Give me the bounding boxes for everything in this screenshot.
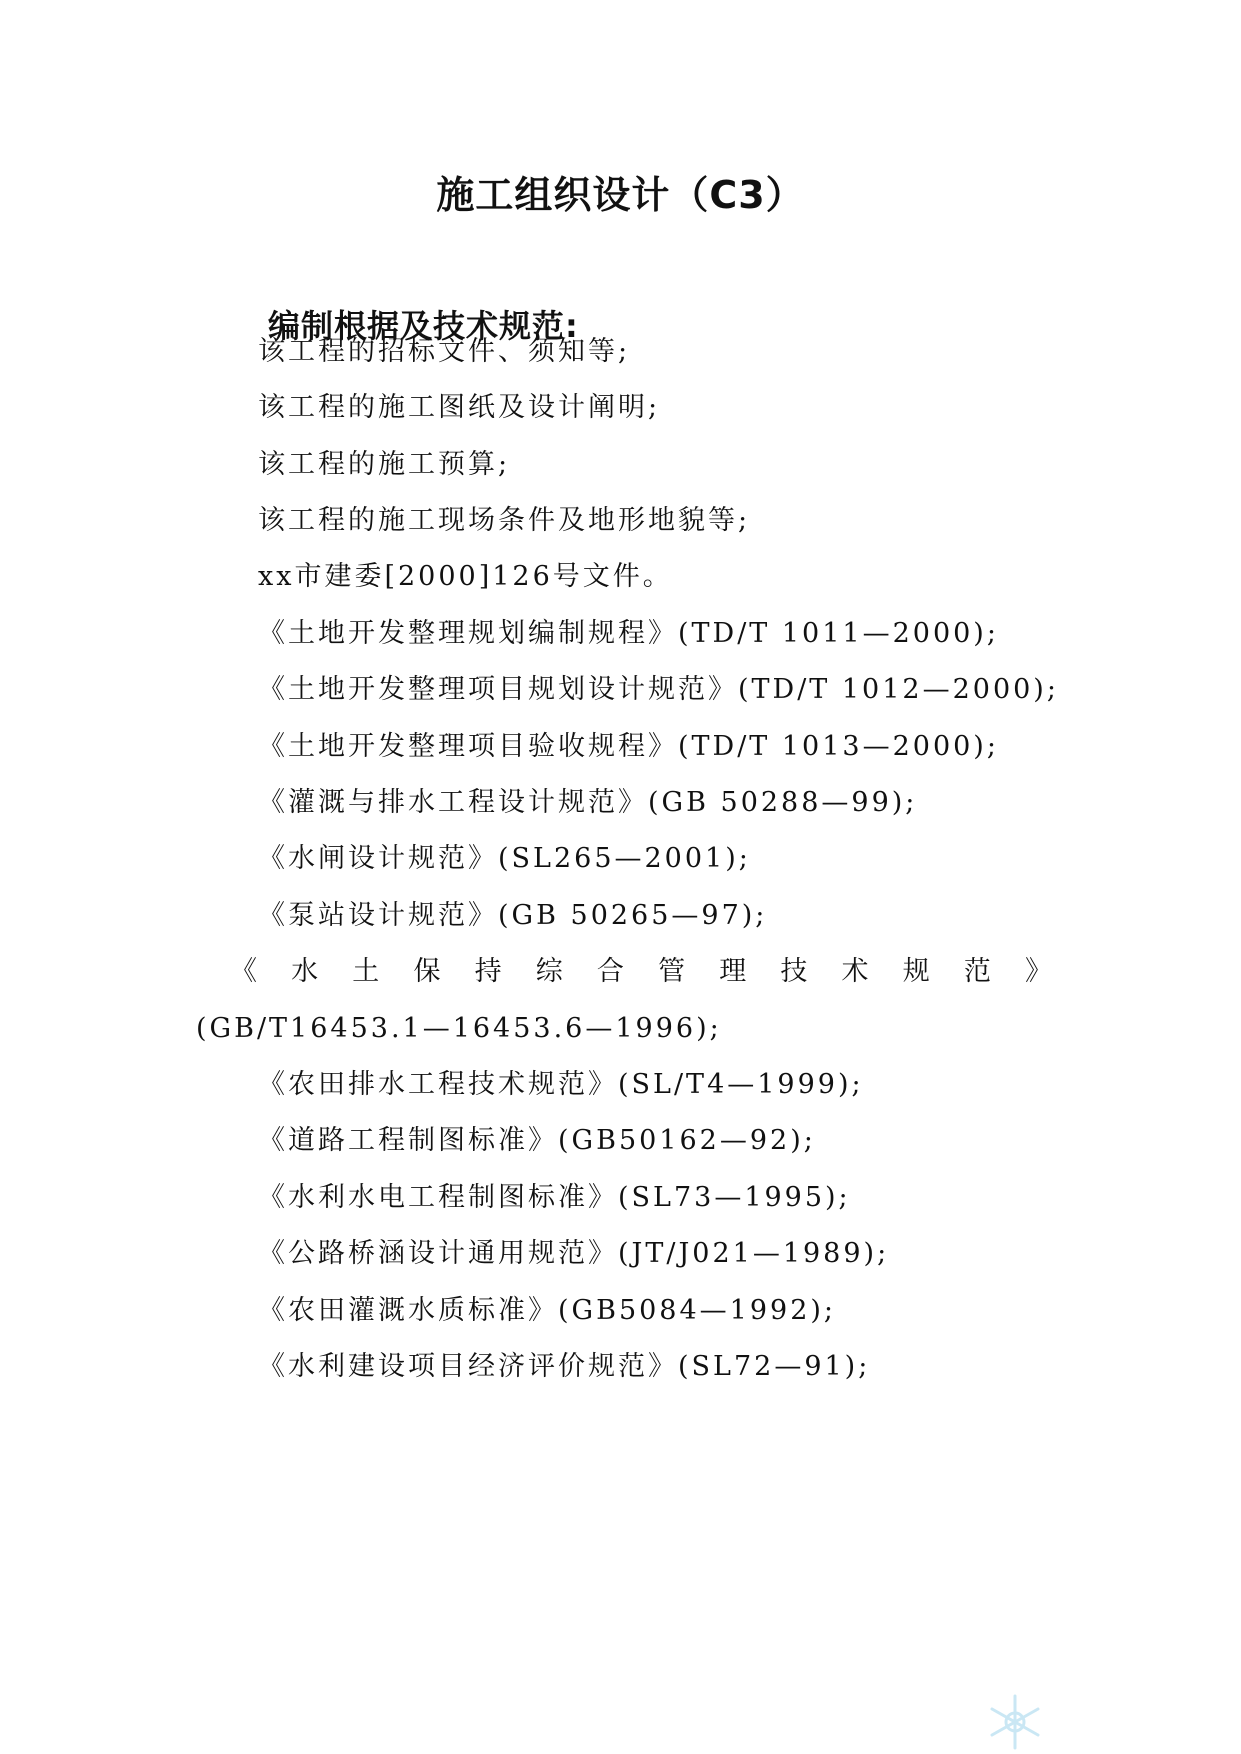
standard-line: 《农田排水工程技术规范》(SL/T4—1999); (258, 1069, 864, 1100)
standard-line: 《水利建设项目经济评价规范》(SL72—91); (258, 1351, 871, 1382)
standard-line: 《土地开发整理项目验收规程》(TD/T 1013—2000); (258, 731, 999, 762)
standard-line: 《泵站设计规范》(GB 50265—97); (258, 900, 768, 931)
standard-line: 《土地开发整理规划编制规程》(TD/T 1011—2000); (258, 618, 999, 649)
standard-line: 《农田灌溉水质标准》(GB5084—1992); (258, 1295, 836, 1326)
snowflake-watermark-icon (985, 1692, 1045, 1752)
standard-line-continuation: (GB/T16453.1—16453.6—1996); (196, 1013, 722, 1044)
basis-line: 该工程的施工现场条件及地形地貌等; (258, 505, 751, 536)
section-heading: 编制根据及技术规范: (268, 307, 579, 345)
standard-line: 《灌溉与排水工程设计规范》(GB 50288—99); (258, 787, 918, 818)
standard-line: 《道路工程制图标准》(GB50162—92); (258, 1125, 816, 1156)
standard-line: 《水利水电工程制图标准》(SL73—1995); (258, 1182, 851, 1213)
basis-line: 该工程的招标文件、须知等; (258, 336, 631, 367)
standard-line: 《公路桥涵设计通用规范》(JT/J021—1989); (258, 1238, 890, 1269)
basis-line: xx市建委[2000]126号文件。 (258, 561, 673, 592)
document-title: 施工组织设计（C3） (436, 173, 805, 217)
standard-line: 《土地开发整理项目规划设计规范》(TD/T 1012—2000); (258, 674, 1059, 705)
basis-line: 该工程的施工图纸及设计阐明; (258, 392, 661, 423)
standard-line: 《水闸设计规范》(SL265—2001); (258, 843, 751, 874)
basis-line: 该工程的施工预算; (258, 449, 511, 480)
standard-line: 《水土保持综合管理技术规范》 (230, 956, 1052, 987)
